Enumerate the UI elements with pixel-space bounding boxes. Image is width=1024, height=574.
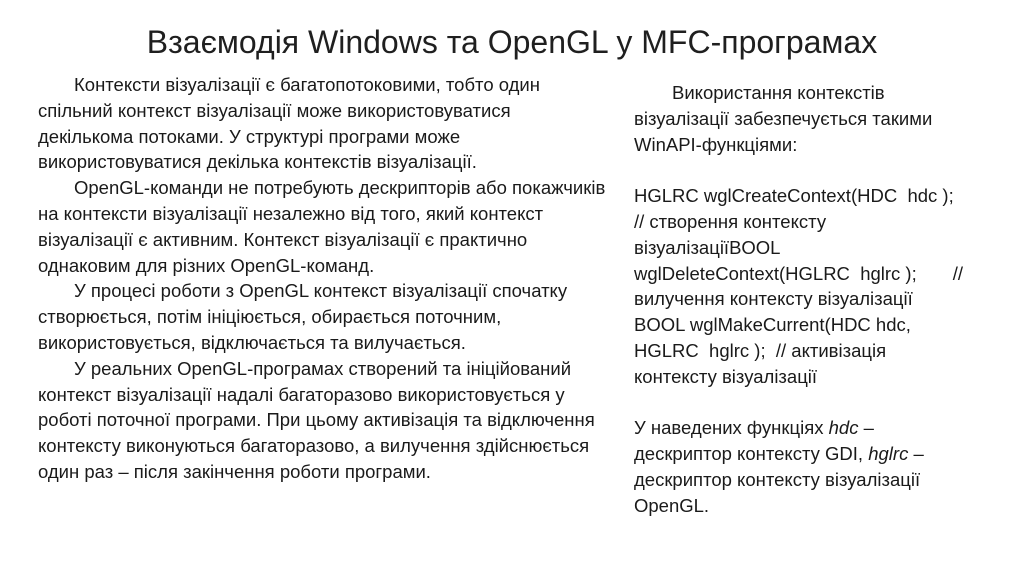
note-text: У наведених функціях: [634, 417, 829, 439]
right-text-column: [634, 80, 994, 519]
code-line: BOOL wglMakeCurrent(HDC hdc,: [634, 314, 911, 336]
hdc-term: hdc: [828, 417, 859, 439]
code-line: // створення контексту: [634, 210, 827, 232]
code-line: вилучення контексту візуалізації: [634, 288, 913, 310]
note-line: дескриптор контексту візуалізації: [634, 468, 921, 490]
note-text: –: [908, 443, 924, 465]
note-line: OpenGL.: [634, 494, 710, 516]
right-intro-line: WinAPI-функціями:: [634, 133, 798, 155]
right-intro-line: Використання контекстів: [672, 82, 885, 103]
left-text-column: [38, 72, 608, 485]
left-paragraph: OpenGL-команди не потребують дескрипторів або покажчиків на контексти візуалізації незалежно від того, який контекст візуалізації є активним. Контекст візуалізації є практично однаковим для різних OpenGL-команд.: [38, 177, 606, 276]
note-line: [634, 441, 994, 467]
code-line: контексту візуалізації: [634, 365, 818, 387]
code-line: HGLRC wglCreateContext(HDC hdc );: [634, 185, 954, 207]
note-text: дескриптор контексту GDI,: [634, 443, 869, 465]
spacer: [634, 157, 994, 183]
left-paragraph: У реальних OpenGL-програмах створений та ініційований контекст візуалізації надалі багаторазово використовується у роботі поточної програми. При цьому активізація та відключення контексту виконуються багаторазово, а вилучення здійснюється один раз – після закінчення роботи програми.: [38, 357, 595, 482]
note-text: –: [858, 417, 874, 439]
code-line: wglDeleteContext(HGLRC hglrc ); //: [634, 262, 963, 284]
code-line: HGLRC hglrc ); // активізація: [634, 339, 887, 361]
slide-title: Взаємодія Windows та OpenGL у MFC-програмах: [146, 24, 878, 60]
right-intro-line: візуалізації забезпечується такими: [634, 107, 933, 129]
hglrc-term: hglrc: [868, 443, 909, 465]
left-paragraph: Контексти візуалізації є багатопотоковими, тобто один спільний контекст візуалізації може використовуватися декількома потоками. У структурі програми може використовуватися декілька контекстів візуалізації.: [38, 74, 540, 173]
left-paragraph: У процесі роботи з OpenGL контекст візуалізації спочатку створюється, потім ініціюється, обирається поточним, використовується, відключається та вилучається.: [38, 280, 568, 353]
spacer: [634, 390, 994, 416]
note-line: [634, 415, 994, 441]
code-line: візуалізаціїBOOL: [634, 236, 781, 258]
